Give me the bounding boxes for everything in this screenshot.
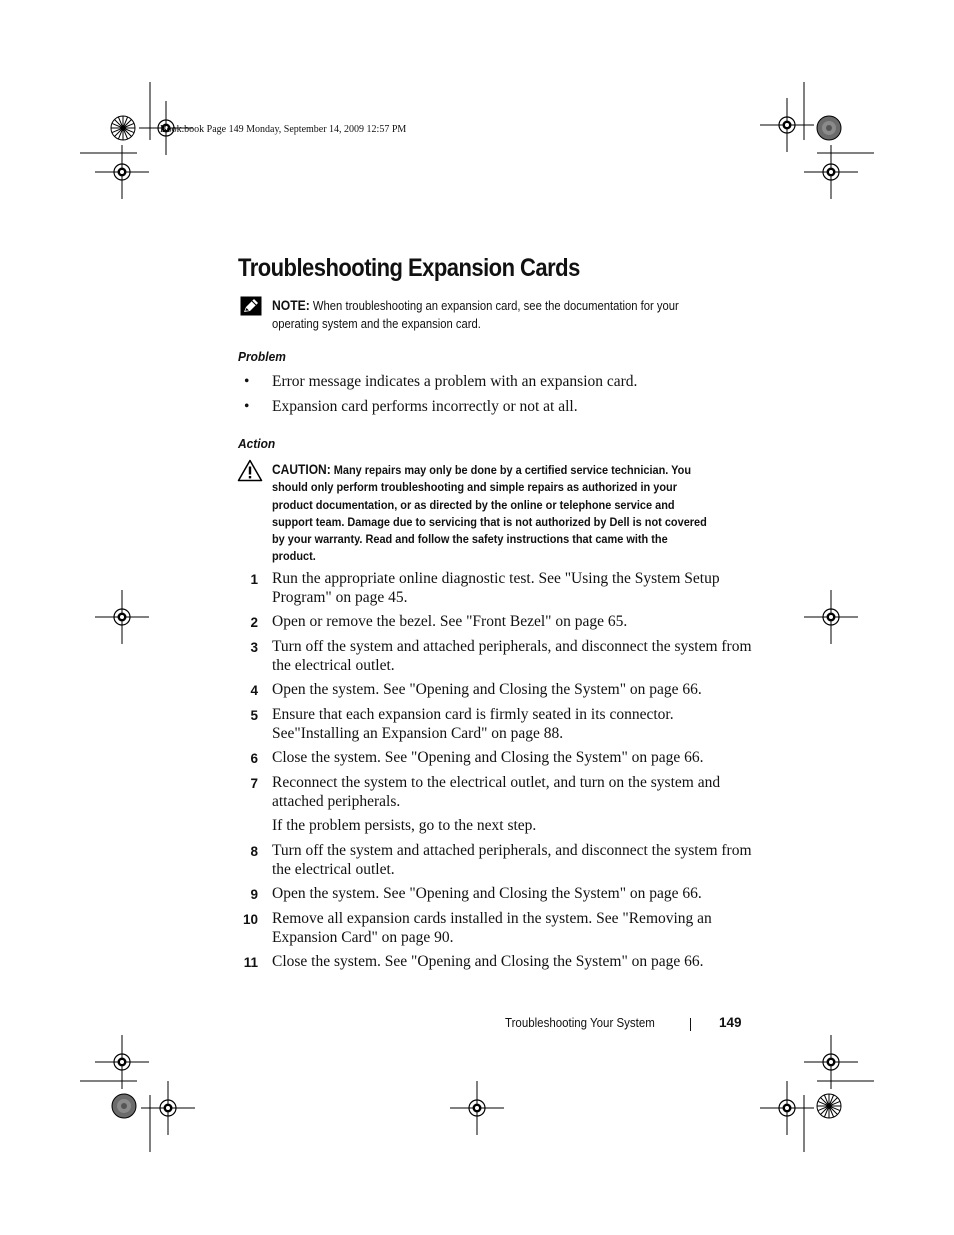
starburst-mark — [111, 116, 135, 140]
bullet-text: Expansion card performs incorrectly or not at all. — [272, 398, 578, 415]
registration-mark — [804, 590, 858, 644]
footer-divider — [690, 1018, 691, 1031]
step-item — [240, 706, 760, 743]
step-item — [240, 910, 760, 947]
caution — [272, 461, 710, 566]
step-number: 4 — [250, 683, 258, 699]
step-text: Close the system. See "Opening and Closing the System" on page 66. — [272, 953, 704, 971]
step-text: Open the system. See "Opening and Closing the System" on page 66. — [272, 885, 702, 903]
step-number: 11 — [243, 955, 258, 971]
step-followup: If the problem persists, go to the next step. — [272, 817, 537, 835]
bullet-glyph: • — [244, 398, 250, 415]
step-item — [240, 638, 760, 675]
step-item — [240, 774, 760, 836]
step-number: 8 — [250, 844, 258, 860]
registration-mark — [760, 98, 814, 152]
step-number: 5 — [250, 708, 258, 724]
problem-heading: Problem — [238, 349, 286, 364]
step-item — [240, 681, 760, 700]
step-item — [240, 842, 760, 879]
caution-warning-icon — [237, 459, 263, 482]
step-number: 6 — [250, 751, 258, 767]
step-item — [240, 749, 760, 768]
step-text: Open or remove the bezel. See "Front Bezel" on page 65. — [272, 613, 628, 631]
list-item — [240, 397, 760, 416]
step-number: 1 — [250, 572, 258, 587]
step-number: 3 — [250, 640, 258, 656]
grey-registration-disc — [817, 116, 841, 140]
caution-text: Many repairs may only be done by a certified service technician. You should only perform troubleshooting and simple repairs as authorized in your product documentation, or as directed by the online or telephone service and support team. Damage due to servicing that is not authorized by Dell is not covered by your warranty. Read and follow the safety instructions that came with the product. — [272, 463, 707, 564]
step-text: Run the appropriate online diagnostic test. See "Using the System Setup Program" on page 45. — [272, 570, 720, 606]
note-text: When troubleshooting an expansion card, see the documentation for your operating system and the expansion card. — [272, 299, 679, 331]
action-heading: Action — [238, 436, 276, 451]
step-text: Ensure that each expansion card is firmly seated in its connector. See"Installing an Expansion Card" on page 88. — [272, 706, 674, 742]
registration-mark — [95, 590, 149, 644]
footer-section-title: Troubleshooting Your System — [505, 1016, 655, 1030]
note — [272, 297, 695, 333]
action-steps — [240, 570, 760, 978]
pencil-note-icon — [240, 296, 262, 316]
step-number: 2 — [250, 615, 258, 631]
caution-label: CAUTION: — [272, 462, 331, 477]
bullet-glyph: • — [244, 373, 250, 390]
step-text: Turn off the system and attached peripherals, and disconnect the system from the electrical outlet. — [272, 842, 752, 878]
page-number: 149 — [719, 1015, 742, 1030]
page-title: Troubleshooting Expansion Cards — [238, 254, 580, 282]
registration-mark — [760, 1081, 814, 1135]
step-text: Close the system. See "Opening and Closing the System" on page 66. — [272, 749, 704, 767]
step-number: 7 — [250, 776, 258, 792]
note-label: NOTE: — [272, 298, 310, 313]
starburst-mark — [817, 1094, 841, 1118]
step-item — [240, 885, 760, 904]
step-text: Remove all expansion cards installed in the system. See "Removing an Expansion Card" on page 90. — [272, 910, 712, 946]
print-header: Book.book Page 149 Monday, September 14, 2009 12:57 PM — [160, 124, 407, 135]
bullet-text: Error message indicates a problem with an expansion card. — [272, 373, 638, 390]
step-text: Open the system. See "Opening and Closing the System" on page 66. — [272, 681, 702, 699]
step-item — [240, 953, 760, 972]
step-number: 10 — [242, 912, 258, 928]
problem-list — [240, 372, 760, 422]
list-item — [240, 372, 760, 391]
step-text: Turn off the system and attached peripherals, and disconnect the system from the electrical outlet. — [272, 638, 752, 674]
grey-registration-disc — [112, 1094, 136, 1118]
registration-mark — [141, 1081, 195, 1135]
step-item — [240, 613, 760, 632]
registration-mark — [450, 1081, 504, 1135]
step-text: Reconnect the system to the electrical outlet, and turn on the system and attached peripherals. — [272, 774, 721, 810]
step-item — [240, 570, 760, 607]
step-number: 9 — [250, 887, 258, 903]
